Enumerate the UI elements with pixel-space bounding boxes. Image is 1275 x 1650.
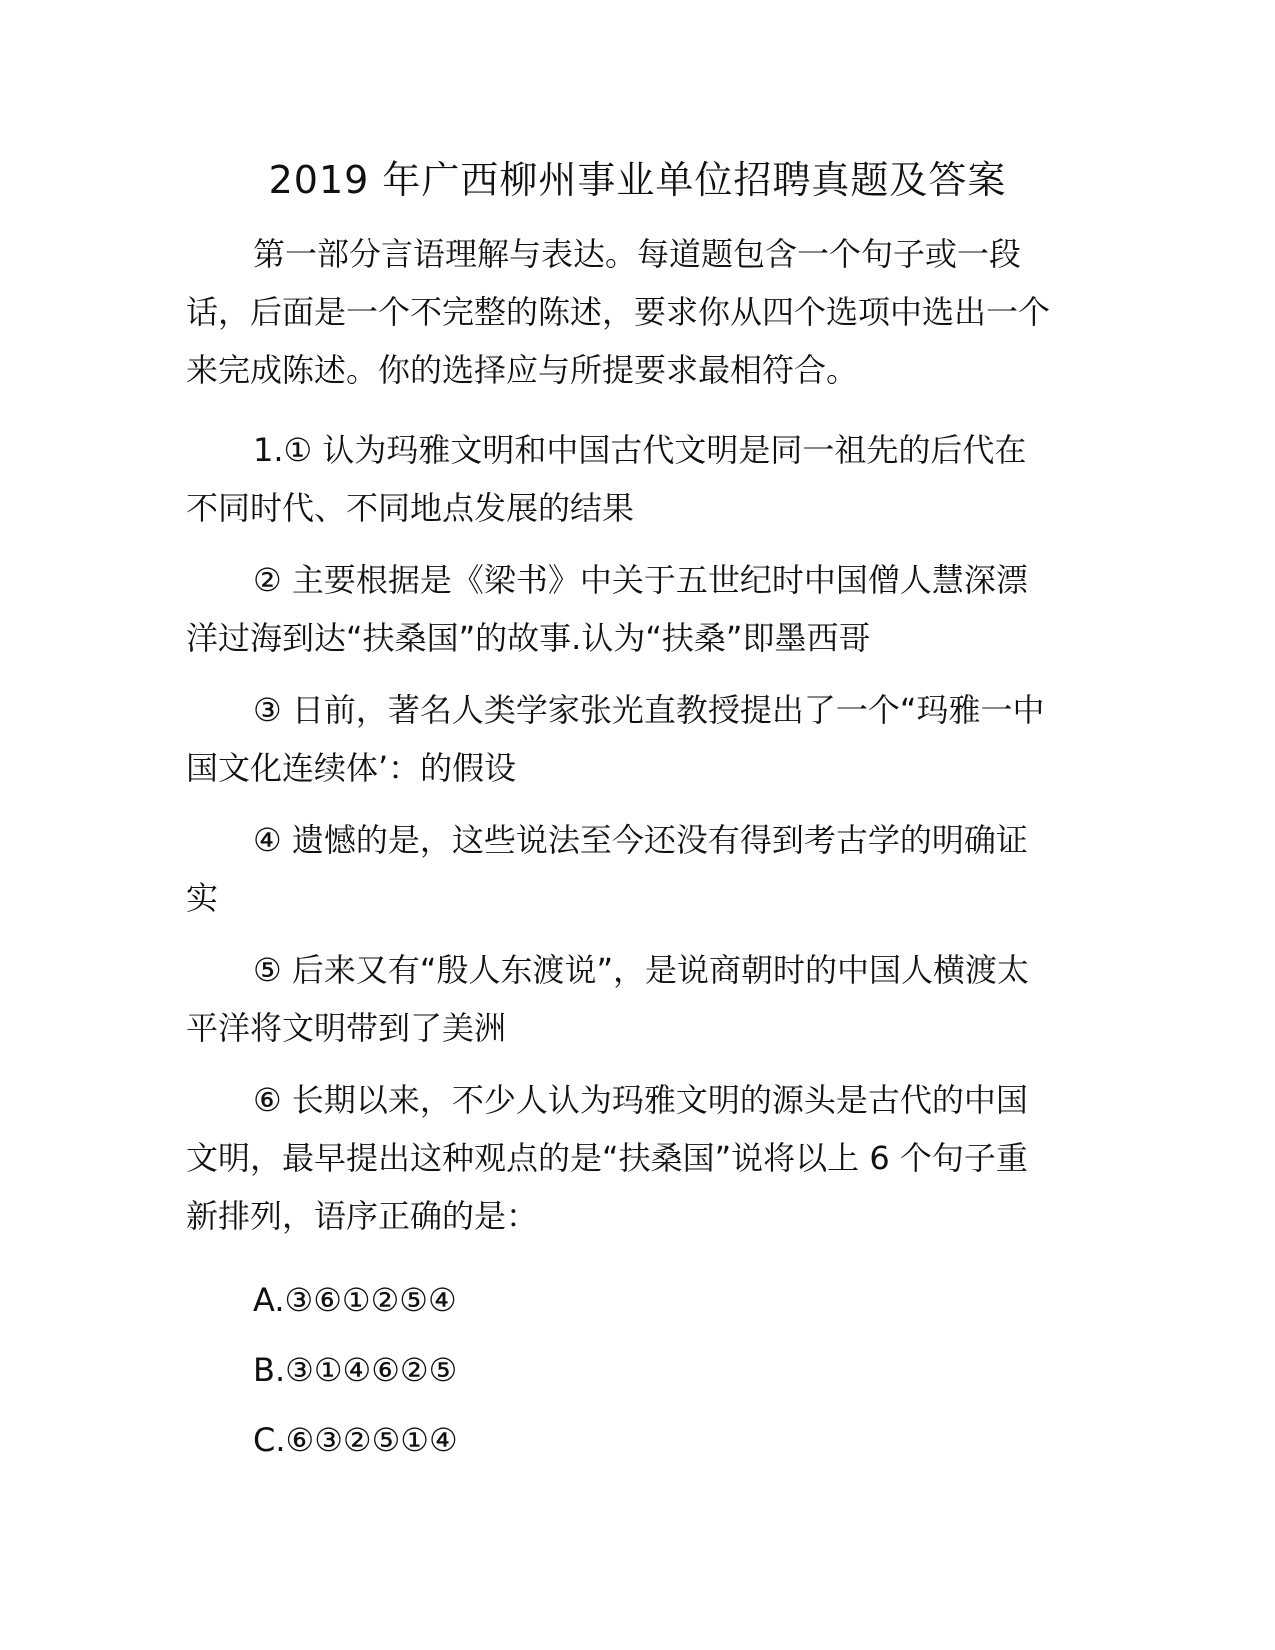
sentence-line: ④ 遗憾的是，这些说法至今还没有得到考古学的明确证 [253, 821, 1028, 859]
sentence-line: ③ 日前，著名人类学家张光直教授提出了一个“玛雅一中 [253, 691, 1045, 729]
sentence-line: ⑥ 长期以来，不少人认为玛雅文明的源头是古代的中国 [253, 1081, 1028, 1119]
intro-line: 话，后面是一个不完整的陈述，要求你从四个选项中选出一个 [186, 293, 1051, 331]
sentence-line: 1.① 认为玛雅文明和中国古代文明是同一祖先的后代在 [253, 431, 1027, 469]
option-a: A.③⑥①②⑤④ [253, 1281, 457, 1319]
sentence-line: 实 [186, 879, 219, 917]
sentence-line: 洋过海到达“扶桑国”的故事.认为“扶桑”即墨西哥 [186, 619, 871, 657]
intro-paragraph [186, 225, 1086, 399]
sentence-3 [186, 681, 1086, 797]
option-b: B.③①④⑥②⑤ [253, 1351, 458, 1389]
sentence-line: 新排列，语序正确的是： [186, 1197, 539, 1235]
sentence-line: ② 主要根据是《梁书》中关于五世纪时中国僧人慧深漂 [253, 561, 1028, 599]
intro-line: 来完成陈述。你的选择应与所提要求最相符合。 [186, 351, 859, 389]
sentence-2 [186, 551, 1086, 667]
sentence-1 [186, 421, 1086, 537]
sentence-line: 文明，最早提出这种观点的是“扶桑国”说将以上 6 个句子重 [186, 1139, 1028, 1177]
sentence-line: ⑤ 后来又有“殷人东渡说”，是说商朝时的中国人横渡太 [253, 951, 1030, 989]
sentence-line: 国文化连续体’：的假设 [186, 749, 517, 787]
sentence-5 [186, 941, 1086, 1057]
sentence-4 [186, 811, 1086, 927]
sentence-line: 不同时代、不同地点发展的结果 [186, 489, 635, 527]
sentence-line: 平洋将文明带到了美洲 [186, 1009, 507, 1047]
document-title: 2019 年广西柳州事业单位招聘真题及答案 [268, 158, 1007, 202]
sentence-6 [186, 1071, 1086, 1245]
intro-line: 第一部分言语理解与表达。每道题包含一个句子或一段 [253, 235, 1022, 273]
option-c: C.⑥③②⑤①④ [253, 1421, 458, 1459]
document-body [186, 225, 1086, 1475]
